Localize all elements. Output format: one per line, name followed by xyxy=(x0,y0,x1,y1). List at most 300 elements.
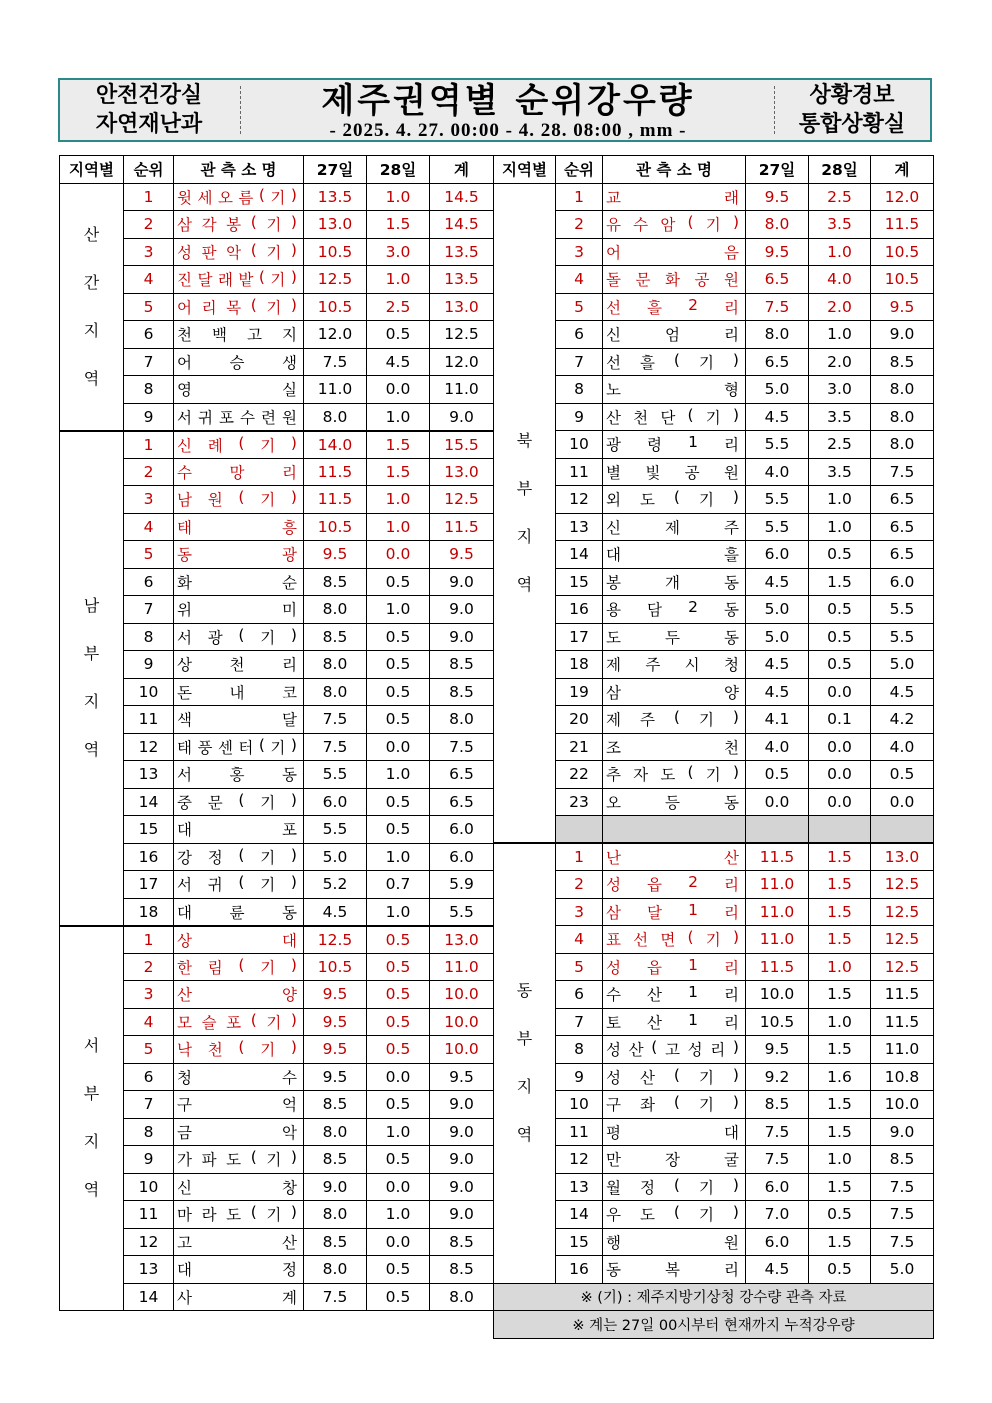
day28-cell: 1.5 xyxy=(809,568,871,596)
station-name-cell xyxy=(174,1036,304,1064)
rank-cell: 12 xyxy=(124,1228,174,1256)
footnote: ※ (기) : 제주지방기상청 강수량 관측 자료 xyxy=(494,1283,934,1311)
rank-cell: 12 xyxy=(556,1146,603,1174)
day27-cell: 5.0 xyxy=(304,843,367,871)
station-name: 태 흥 xyxy=(177,518,297,537)
table-row xyxy=(494,1118,934,1146)
station-name-cell xyxy=(603,486,746,514)
total-cell: 9.5 xyxy=(430,1063,494,1091)
day28-cell: 0.5 xyxy=(809,623,871,651)
station-name-cell xyxy=(603,458,746,486)
table-row xyxy=(494,321,934,349)
station-name: 동 광 xyxy=(177,546,297,565)
table-row xyxy=(494,266,934,294)
day28-cell: 0.0 xyxy=(367,376,430,404)
day27-cell: 10.0 xyxy=(746,981,809,1009)
total-cell: 12.0 xyxy=(871,183,934,211)
station-name: 산 천 단 ( 기 ) xyxy=(606,405,739,427)
col-region: 지역별 xyxy=(60,156,124,184)
station-name-cell xyxy=(603,293,746,321)
day27-cell: 11.5 xyxy=(304,458,367,486)
day27-cell: 8.5 xyxy=(304,1228,367,1256)
day27-cell: 13.0 xyxy=(304,211,367,239)
station-name: 낙 천 ( 기 ) xyxy=(177,1038,297,1060)
station-name: 난 산 xyxy=(606,849,739,867)
station-name: 서 귀 포 수 련 원 xyxy=(177,408,297,427)
total-cell: 12.5 xyxy=(430,486,494,514)
total-cell: 9.5 xyxy=(430,541,494,569)
table-row xyxy=(494,843,934,871)
total-cell: 5.9 xyxy=(430,871,494,899)
day28-cell: 2.0 xyxy=(809,348,871,376)
region-char: 지 xyxy=(516,526,533,546)
total-cell: 0.5 xyxy=(871,761,934,789)
station-name-cell xyxy=(603,568,746,596)
day28-cell: 0.5 xyxy=(367,816,430,844)
day28-cell: 0.5 xyxy=(367,678,430,706)
rank-cell: 8 xyxy=(124,1118,174,1146)
station-name: 구 좌 ( 기 ) xyxy=(606,1093,739,1115)
station-name-cell xyxy=(603,376,746,404)
station-name: 오 등 동 xyxy=(606,793,739,812)
day27-cell: 5.5 xyxy=(304,761,367,789)
total-cell: 6.5 xyxy=(430,788,494,816)
total-cell: 5.5 xyxy=(430,898,494,926)
day28-cell: 3.5 xyxy=(809,458,871,486)
table-row xyxy=(60,761,494,789)
table-row xyxy=(494,788,934,816)
table-row xyxy=(60,816,494,844)
total-cell: 8.5 xyxy=(430,1256,494,1284)
day27-cell: 5.0 xyxy=(746,376,809,404)
station-name: 별 빛 공 원 xyxy=(606,463,739,482)
station-name-cell xyxy=(174,348,304,376)
station-name: 월 정 ( 기 ) xyxy=(606,1175,739,1197)
station-name: 남 원 ( 기 ) xyxy=(177,488,297,510)
table-row xyxy=(60,486,494,514)
station-name-cell xyxy=(603,953,746,981)
station-name-cell xyxy=(174,486,304,514)
station-name-cell xyxy=(174,1201,304,1229)
total-cell: 8.0 xyxy=(871,431,934,459)
day27-cell: 0.5 xyxy=(746,761,809,789)
day28-cell: 1.0 xyxy=(367,1118,430,1146)
rank-cell: 12 xyxy=(124,733,174,761)
station-name-cell xyxy=(174,541,304,569)
table-row xyxy=(494,981,934,1009)
rank-cell: 1 xyxy=(124,431,174,459)
day27-cell: 11.0 xyxy=(746,926,809,954)
rank-cell: 2 xyxy=(124,953,174,981)
total-cell: 10.0 xyxy=(430,1008,494,1036)
table-row xyxy=(494,1008,934,1036)
total-cell: 6.5 xyxy=(871,486,934,514)
station-name: 추 자 도 ( 기 ) xyxy=(606,763,739,785)
total-cell: 6.0 xyxy=(430,843,494,871)
col-station: 관 측 소 명 xyxy=(603,156,746,184)
total-cell: 13.0 xyxy=(430,926,494,954)
rank-cell: 13 xyxy=(124,761,174,789)
rank-cell: 9 xyxy=(556,403,603,431)
page-subtitle: - 2025. 4. 27. 00:00 - 4. 28. 08:00 , mm - xyxy=(329,120,687,141)
day27-cell: 9.5 xyxy=(304,1008,367,1036)
table-row xyxy=(494,733,934,761)
station-name-cell xyxy=(603,926,746,954)
day27-cell: 8.5 xyxy=(304,568,367,596)
rank-cell: 1 xyxy=(556,183,603,211)
station-name-cell xyxy=(603,898,746,926)
station-name-cell xyxy=(603,623,746,651)
rank-cell: 17 xyxy=(556,623,603,651)
station-name: 색 달 xyxy=(177,711,297,730)
station-name-cell xyxy=(603,678,746,706)
rank-cell: 4 xyxy=(124,266,174,294)
station-name: 구 억 xyxy=(177,1096,297,1115)
station-name: 토 산 1 리 xyxy=(606,1010,739,1032)
day28-cell: 1.0 xyxy=(809,953,871,981)
day27-cell: 13.5 xyxy=(304,183,367,211)
table-row xyxy=(60,898,494,926)
day27-cell: 8.0 xyxy=(304,651,367,679)
day28-cell: 1.0 xyxy=(809,486,871,514)
total-cell: 10.5 xyxy=(871,266,934,294)
station-name: 금 악 xyxy=(177,1123,297,1142)
table-row xyxy=(60,1063,494,1091)
total-cell: 11.0 xyxy=(430,376,494,404)
rank-cell: 5 xyxy=(124,293,174,321)
day27-cell: 12.5 xyxy=(304,926,367,954)
rank-cell: 9 xyxy=(556,1063,603,1091)
day27-cell: 4.5 xyxy=(304,898,367,926)
total-cell: 8.5 xyxy=(871,1146,934,1174)
rank-cell: 13 xyxy=(556,513,603,541)
header-center xyxy=(242,80,774,140)
total-cell: 9.0 xyxy=(430,1146,494,1174)
note-row xyxy=(494,1311,934,1339)
station-name: 상 천 리 xyxy=(177,656,297,675)
station-name: 강 정 ( 기 ) xyxy=(177,845,297,867)
region-char: 지 xyxy=(83,320,100,340)
day27-cell: 12.0 xyxy=(304,321,367,349)
station-name: 돌 문 화 공 원 xyxy=(606,271,739,290)
day28-cell: 1.0 xyxy=(809,1008,871,1036)
day28-cell: 4.0 xyxy=(809,266,871,294)
table-row xyxy=(60,678,494,706)
day28-cell: 2.0 xyxy=(809,293,871,321)
day28-cell: 0.5 xyxy=(367,1008,430,1036)
total-cell: 11.0 xyxy=(430,953,494,981)
station-name: 수 망 리 xyxy=(177,463,297,482)
station-name-cell xyxy=(174,211,304,239)
rank-cell: 6 xyxy=(124,568,174,596)
rank-cell: 10 xyxy=(556,431,603,459)
header-left-dept xyxy=(60,80,238,140)
day28-cell: 0.5 xyxy=(367,623,430,651)
rank-cell: 1 xyxy=(124,926,174,954)
col-region: 지역별 xyxy=(494,156,556,184)
rank-cell: 11 xyxy=(124,706,174,734)
rank-cell: 17 xyxy=(124,871,174,899)
region-char: 지 xyxy=(83,1132,100,1152)
station-name-cell xyxy=(174,431,304,459)
day28-cell: 1.0 xyxy=(367,513,430,541)
total-cell: 4.0 xyxy=(871,733,934,761)
total-cell: 12.0 xyxy=(430,348,494,376)
total-cell: 8.0 xyxy=(430,706,494,734)
total-cell: 7.5 xyxy=(871,1173,934,1201)
day28-cell: 3.5 xyxy=(809,211,871,239)
station-name-cell xyxy=(174,1228,304,1256)
total-cell: 13.0 xyxy=(871,843,934,871)
day27-cell: 8.0 xyxy=(304,1118,367,1146)
table-row xyxy=(60,871,494,899)
office-line-1: 상황경보 xyxy=(809,83,895,108)
station-name-cell xyxy=(603,541,746,569)
table-row xyxy=(60,1256,494,1284)
station-name-cell xyxy=(603,238,746,266)
station-name-cell xyxy=(603,183,746,211)
table-row xyxy=(60,513,494,541)
station-name-cell xyxy=(174,321,304,349)
day28-cell: 1.0 xyxy=(809,238,871,266)
rank-cell: 14 xyxy=(124,788,174,816)
station-name: 삼 달 1 리 xyxy=(606,900,739,922)
day28-cell: 1.5 xyxy=(809,1118,871,1146)
station-name-cell xyxy=(603,706,746,734)
rank-cell: 12 xyxy=(556,486,603,514)
day28-cell: 0.0 xyxy=(367,541,430,569)
day27-cell: 11.5 xyxy=(746,843,809,871)
blank-row xyxy=(494,816,934,844)
rank-cell: 16 xyxy=(556,1256,603,1284)
station-name-cell xyxy=(603,1008,746,1036)
station-name: 제 주 ( 기 ) xyxy=(606,708,739,730)
day27-cell: 7.5 xyxy=(304,1283,367,1311)
rank-cell: 10 xyxy=(556,1091,603,1119)
day28-cell: 0.5 xyxy=(367,981,430,1009)
station-name: 어 승 생 xyxy=(177,353,297,372)
rank-cell: 5 xyxy=(124,1036,174,1064)
rank-cell: 7 xyxy=(556,348,603,376)
station-name: 어 음 xyxy=(606,243,739,262)
table-row xyxy=(60,1283,494,1311)
day28-cell: 1.0 xyxy=(367,843,430,871)
region-char: 지 xyxy=(516,1077,533,1097)
rank-cell: 11 xyxy=(124,1201,174,1229)
station-name-cell xyxy=(174,926,304,954)
day27-cell: 8.0 xyxy=(746,211,809,239)
day27-cell: 7.5 xyxy=(746,1118,809,1146)
table-row xyxy=(60,926,494,954)
station-name-cell xyxy=(603,651,746,679)
region-cell xyxy=(60,183,124,431)
total-cell: 9.0 xyxy=(430,568,494,596)
station-name-cell xyxy=(603,1118,746,1146)
table-row xyxy=(60,1201,494,1229)
region-char: 부 xyxy=(516,478,533,498)
station-name-cell xyxy=(174,266,304,294)
rank-cell: 8 xyxy=(124,376,174,404)
station-name-cell xyxy=(174,568,304,596)
station-name-cell xyxy=(174,871,304,899)
region-char: 지 xyxy=(83,692,100,711)
table-row xyxy=(60,953,494,981)
col-rank: 순위 xyxy=(556,156,603,184)
station-name-cell xyxy=(603,1173,746,1201)
region-char: 역 xyxy=(83,1180,100,1200)
station-name-cell xyxy=(174,183,304,211)
table-row xyxy=(60,596,494,624)
day27-cell: 5.5 xyxy=(304,816,367,844)
table-row xyxy=(494,486,934,514)
day27-cell: 11.0 xyxy=(746,871,809,899)
table-row xyxy=(60,376,494,404)
day27-cell: 8.0 xyxy=(304,596,367,624)
table-row xyxy=(494,953,934,981)
day28-cell: 0.0 xyxy=(367,733,430,761)
rank-cell: 14 xyxy=(556,541,603,569)
blank-cell xyxy=(809,816,871,844)
total-cell: 8.5 xyxy=(430,651,494,679)
table-row xyxy=(494,541,934,569)
rank-cell: 3 xyxy=(124,486,174,514)
station-name-cell xyxy=(603,788,746,816)
day28-cell: 0.5 xyxy=(367,1256,430,1284)
station-name: 윗 세 오 름 ( 기 ) xyxy=(177,185,297,207)
station-name-cell xyxy=(174,1256,304,1284)
day27-cell: 9.2 xyxy=(746,1063,809,1091)
station-name-cell xyxy=(603,403,746,431)
station-name: 성 읍 1 리 xyxy=(606,955,739,977)
day27-cell: 9.5 xyxy=(304,981,367,1009)
station-name-cell xyxy=(174,788,304,816)
total-cell: 14.5 xyxy=(430,211,494,239)
day28-cell: 0.0 xyxy=(809,761,871,789)
table-row xyxy=(494,1091,934,1119)
station-name-cell xyxy=(603,871,746,899)
day28-cell: 1.5 xyxy=(809,1173,871,1201)
station-name-cell xyxy=(174,816,304,844)
total-cell: 9.0 xyxy=(430,1201,494,1229)
day27-cell: 11.0 xyxy=(304,376,367,404)
total-cell: 15.5 xyxy=(430,431,494,459)
rank-cell: 3 xyxy=(124,238,174,266)
table-row xyxy=(494,1036,934,1064)
footnote: ※ 계는 27일 00시부터 현재까지 누적강우량 xyxy=(494,1311,934,1339)
day27-cell: 8.5 xyxy=(304,1091,367,1119)
station-name: 선 흘 ( 기 ) xyxy=(606,350,739,372)
station-name: 조 천 xyxy=(606,738,739,757)
rank-cell: 18 xyxy=(124,898,174,926)
total-cell: 5.5 xyxy=(871,596,934,624)
region-char: 역 xyxy=(83,740,100,759)
station-name-cell xyxy=(603,211,746,239)
day27-cell: 8.0 xyxy=(304,1201,367,1229)
rank-cell: 15 xyxy=(124,816,174,844)
station-name: 외 도 ( 기 ) xyxy=(606,488,739,510)
region-char: 부 xyxy=(83,644,100,663)
table-row xyxy=(60,651,494,679)
rank-cell: 3 xyxy=(556,898,603,926)
rank-cell: 23 xyxy=(556,788,603,816)
table-row xyxy=(60,183,494,211)
day28-cell: 1.0 xyxy=(367,898,430,926)
table-row xyxy=(494,651,934,679)
rank-cell: 7 xyxy=(124,596,174,624)
day28-cell: 3.5 xyxy=(809,403,871,431)
day28-cell: 0.5 xyxy=(367,568,430,596)
table-header-row xyxy=(494,156,934,184)
rank-cell: 16 xyxy=(124,843,174,871)
rank-cell: 7 xyxy=(556,1008,603,1036)
day28-cell: 0.5 xyxy=(367,953,430,981)
station-name-cell xyxy=(174,293,304,321)
region-char: 남 xyxy=(83,596,100,615)
table-row xyxy=(494,761,934,789)
rank-cell: 4 xyxy=(556,266,603,294)
day27-cell: 4.5 xyxy=(746,1256,809,1284)
station-name: 성 판 악 ( 기 ) xyxy=(177,240,297,262)
total-cell: 9.0 xyxy=(430,1118,494,1146)
rank-cell: 1 xyxy=(124,183,174,211)
region-char: 동 xyxy=(516,981,533,1001)
day28-cell: 1.5 xyxy=(809,926,871,954)
total-cell: 9.0 xyxy=(871,321,934,349)
rank-cell: 6 xyxy=(556,981,603,1009)
day27-cell: 5.5 xyxy=(746,431,809,459)
day27-cell: 14.0 xyxy=(304,431,367,459)
office-line-2: 통합상황실 xyxy=(798,112,906,137)
station-name-cell xyxy=(603,733,746,761)
rank-cell: 2 xyxy=(124,458,174,486)
table-row xyxy=(494,1173,934,1201)
station-name: 유 수 암 ( 기 ) xyxy=(606,213,739,235)
day28-cell: 1.5 xyxy=(809,1091,871,1119)
total-cell: 0.0 xyxy=(871,788,934,816)
day28-cell: 1.0 xyxy=(367,403,430,431)
blank-cell xyxy=(746,816,809,844)
station-name-cell xyxy=(603,513,746,541)
table-row xyxy=(60,1146,494,1174)
rank-cell: 1 xyxy=(556,843,603,871)
station-name: 삼 양 xyxy=(606,683,739,702)
station-name: 서 귀 ( 기 ) xyxy=(177,873,297,895)
rank-cell: 20 xyxy=(556,706,603,734)
day28-cell: 1.6 xyxy=(809,1063,871,1091)
table-row xyxy=(60,568,494,596)
total-cell: 8.5 xyxy=(430,678,494,706)
day28-cell: 1.5 xyxy=(367,431,430,459)
total-cell: 8.5 xyxy=(871,348,934,376)
col-day27: 27일 xyxy=(746,156,809,184)
station-name-cell xyxy=(603,321,746,349)
day28-cell: 1.0 xyxy=(367,596,430,624)
station-name: 만 장 굴 xyxy=(606,1151,739,1170)
table-row xyxy=(60,1173,494,1201)
table-row xyxy=(494,183,934,211)
table-row xyxy=(494,431,934,459)
rank-cell: 6 xyxy=(124,1063,174,1091)
station-name-cell xyxy=(603,348,746,376)
rank-cell: 16 xyxy=(556,596,603,624)
dept-line-1: 안전건강실 xyxy=(95,83,203,108)
station-name-cell xyxy=(603,1146,746,1174)
table-row xyxy=(60,843,494,871)
total-cell: 10.0 xyxy=(430,981,494,1009)
rank-cell: 22 xyxy=(556,761,603,789)
header-divider-left xyxy=(240,86,241,134)
day27-cell: 11.5 xyxy=(304,486,367,514)
